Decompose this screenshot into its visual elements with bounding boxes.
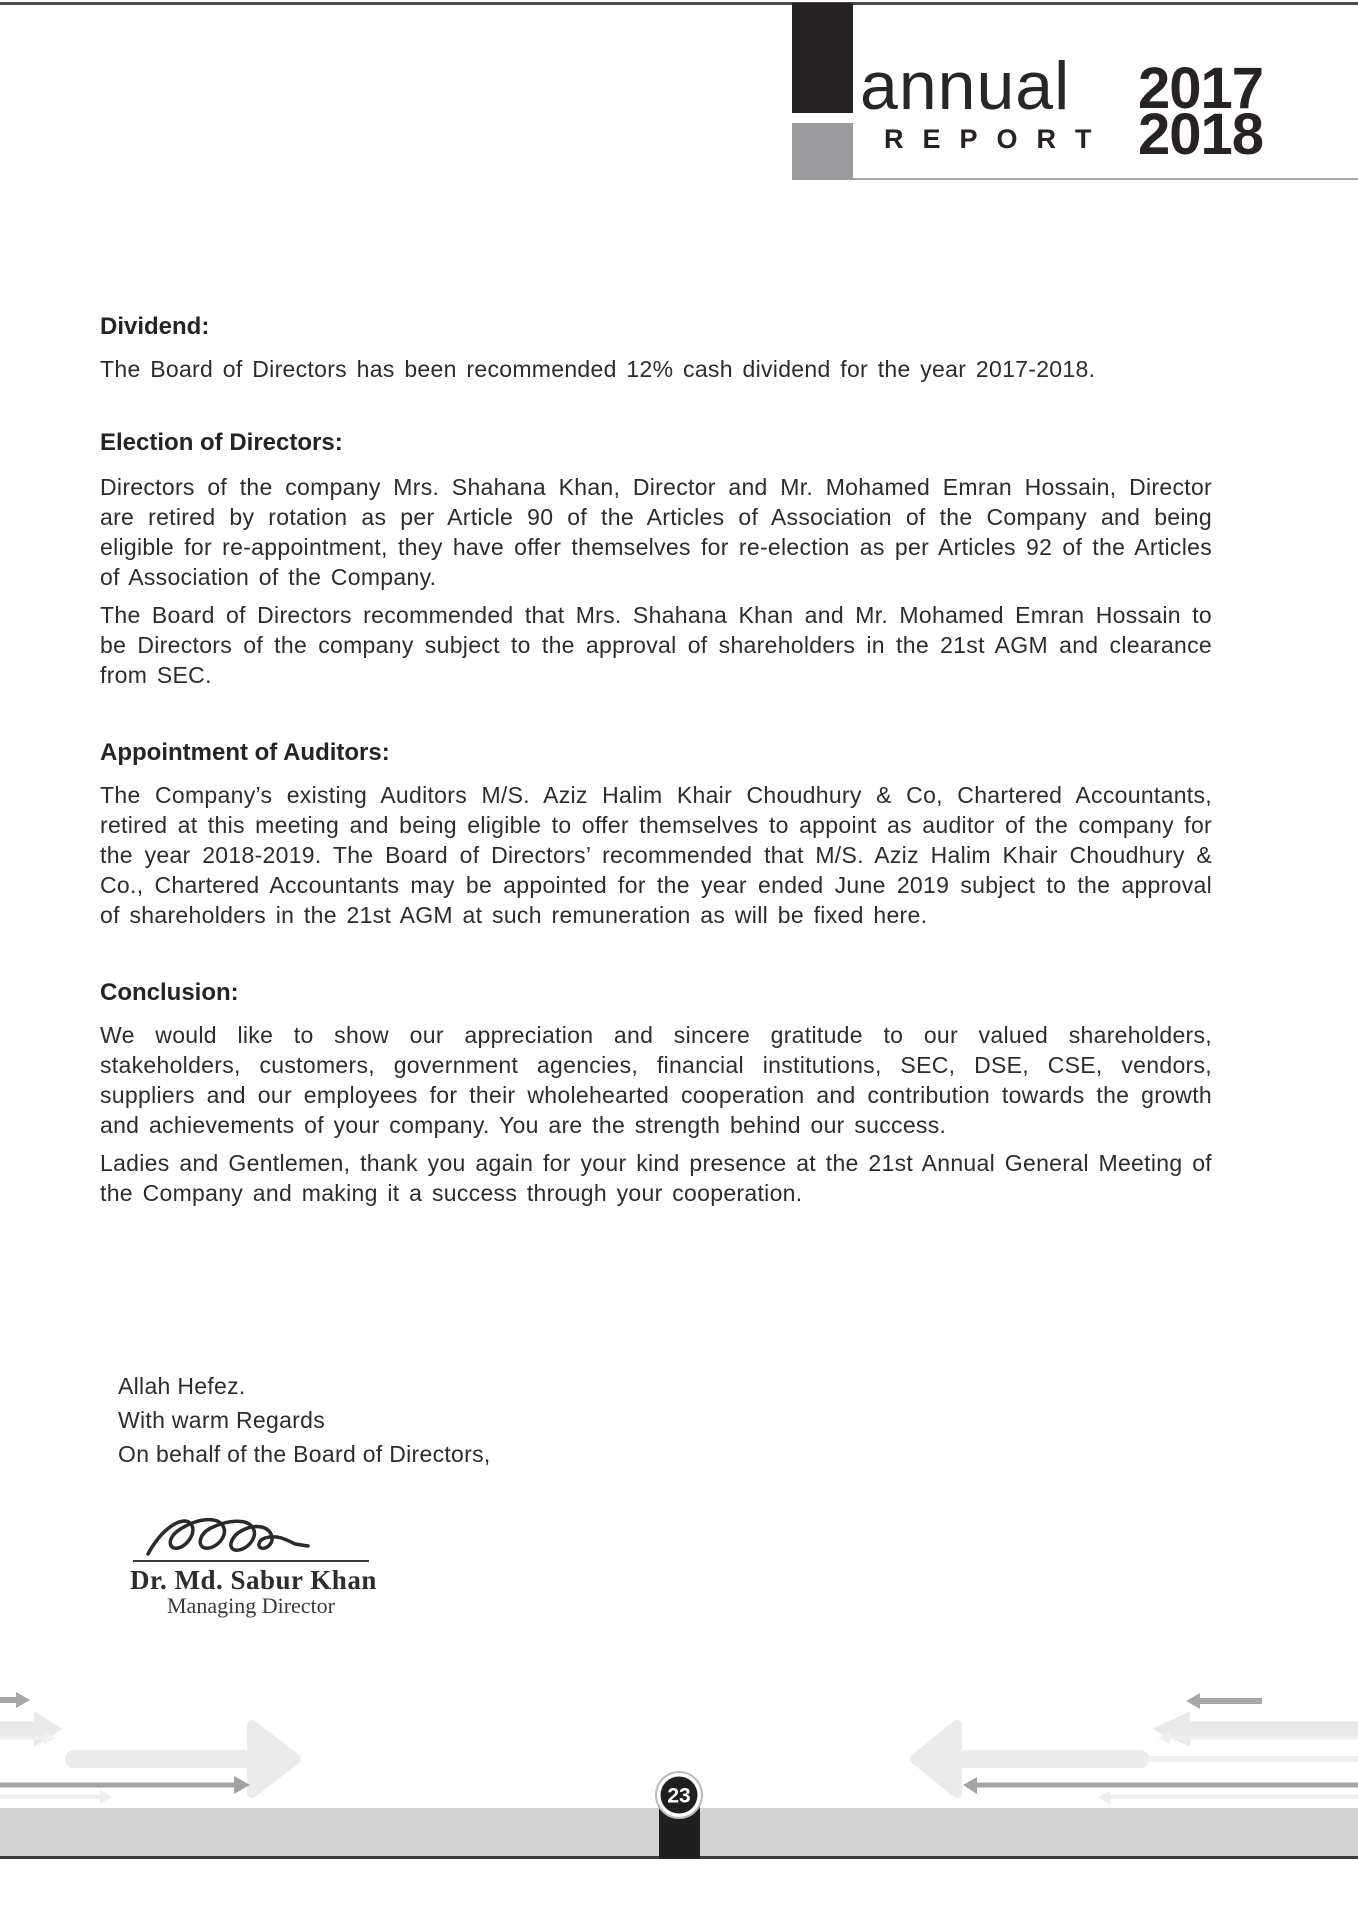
arrow-right-icon: [0, 1790, 112, 1804]
paragraph: Directors of the company Mrs. Shahana Khan, Director and Mr. Mohamed Emran Hossain, Director are retired by rotation as per Article 90 of the Articles of Association of the Company and being eligible for re-appointment, they have offer themselves for re-election as per Articles 92 of the Articles of Association of the Company.: [100, 474, 1212, 590]
arrow-left-icon: [1186, 1693, 1262, 1709]
section-heading: Dividend:: [100, 313, 210, 340]
section-heading: Election of Directors:: [100, 429, 343, 456]
section-appointment-of-auditors: [100, 738, 1212, 930]
logo-word-annual: annual: [860, 48, 1071, 124]
logo-black-rectangle: [792, 3, 853, 113]
arrow-right-icon: [0, 1776, 250, 1794]
section-dividend: [100, 312, 1212, 384]
arrow-left-icon: [1152, 1711, 1358, 1747]
logo-word-report: REPORT: [884, 124, 1111, 154]
page-number-badge: [656, 1772, 702, 1818]
paragraph: Ladies and Gentlemen, thank you again for your kind presence at the 21st Annual General Meeting of the Company and making it a success through your cooperation.: [100, 1150, 1212, 1206]
section-heading: Conclusion:: [100, 979, 239, 1006]
page-number: 23: [667, 1784, 691, 1808]
signatory-title: Managing Director: [167, 1593, 335, 1618]
logo-year-bottom: 2018: [1138, 102, 1264, 167]
paragraph: The Board of Directors has been recommended 12% cash dividend for the year 2017-2018.: [100, 356, 1096, 382]
arrow-left-icon: [963, 1777, 1358, 1794]
arrow-left-icon: [1098, 1791, 1358, 1804]
closing-line: Allah Hefez.: [118, 1373, 246, 1399]
document-body: [100, 312, 1212, 1208]
paragraph: We would like to show our appreciation and sincere gratitude to our valued shareholders, stakeholders, customers, government agencies, financial institutions, SEC, DSE, CSE, vendors, suppliers and our employees for their wholehearted cooperation and contribution towards the growth and achievements of your company. You are the strength behind our success.: [100, 1022, 1212, 1138]
closing-line: On behalf of the Board of Directors,: [118, 1441, 491, 1467]
top-rule: [0, 2, 1358, 5]
arrow-right-icon: [0, 1711, 62, 1747]
section-conclusion: [100, 978, 1212, 1208]
section-heading: Appointment of Auditors:: [100, 739, 390, 766]
paragraph: The Board of Directors recommended that Mrs. Shahana Khan and Mr. Mohamed Emran Hossain to be Directors of the company subject to the approval of shareholders in the 21st AGM and clearance from SEC.: [100, 602, 1212, 688]
closing-line: With warm Regards: [118, 1407, 326, 1433]
signature-scribble-icon: [140, 1512, 370, 1562]
logo-year-top: 2017: [1138, 56, 1264, 121]
section-election-of-directors: [100, 428, 1212, 690]
logo-gray-rectangle: [792, 123, 853, 180]
footer-decoration: [0, 1650, 1358, 1920]
signature-rule: [133, 1560, 369, 1562]
paragraph: The Company’s existing Auditors M/S. Aziz Halim Khair Choudhury & Co, Chartered Accountants, retired at this meeting and being eligible to offer themselves to appoint as auditor of the company for the year 2018-2019. The Board of Directors’ recommended that M/S. Aziz Halim Khair Choudhury & Co., Chartered Accountants may be appointed for the year ended June 2019 subject to the approval of shareholders in the 21st AGM at such remuneration as will be fixed here.: [100, 782, 1212, 928]
logo-underline: [853, 178, 1358, 180]
arrow-right-icon: [0, 1692, 30, 1708]
closing-block: [118, 1369, 491, 1471]
signatory-name: Dr. Md. Sabur Khan: [130, 1565, 377, 1595]
logo-years: [1138, 56, 1264, 167]
